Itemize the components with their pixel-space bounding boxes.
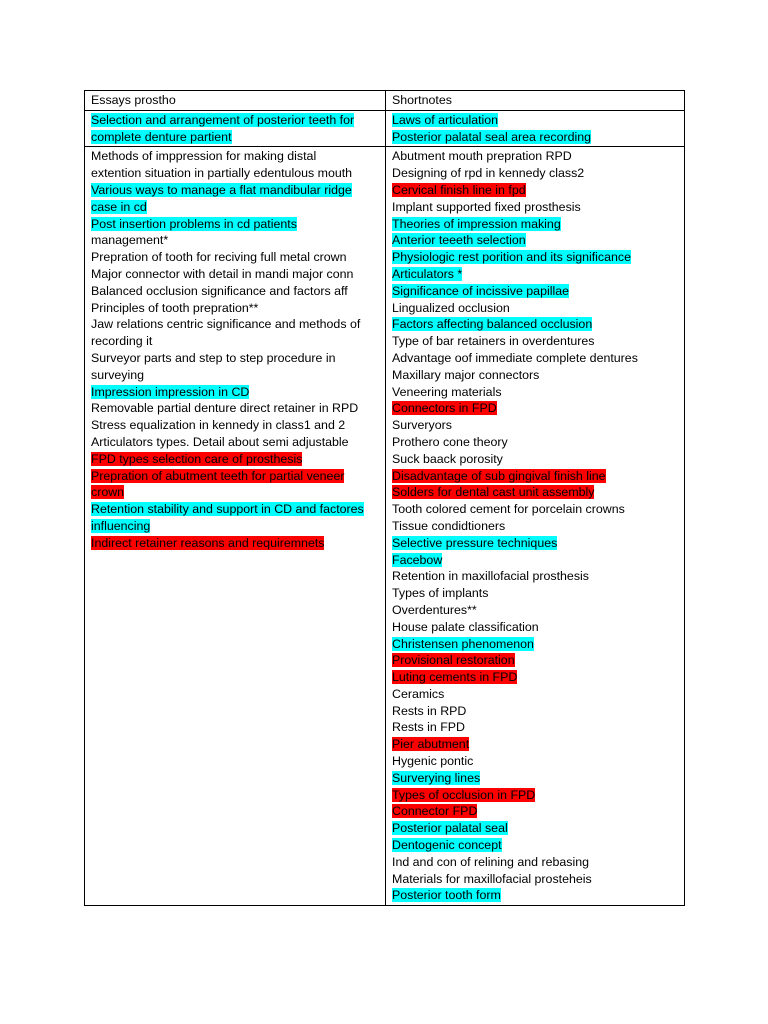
table-row-1: [85, 110, 684, 147]
shortnote-line: [392, 182, 684, 199]
shortnote-line: [392, 652, 684, 669]
essay-line: [91, 300, 385, 317]
line-text: Overdentures**: [392, 602, 477, 617]
shortnote-line: [392, 384, 684, 401]
essay-line: [91, 199, 385, 216]
line-text: Surveyor parts and step to step procedure in: [91, 350, 336, 365]
line-text: Tooth colored cement for porcelain crowns: [392, 502, 625, 517]
line-text: Ceramics: [392, 686, 445, 701]
line-text: Maxillary major connectors: [392, 367, 540, 382]
shortnote-line: [392, 552, 684, 569]
line-text: Retention in maxillofacial prosthesis: [392, 569, 589, 584]
cyan-highlighted-text: Selective pressure techniques: [392, 535, 558, 550]
cyan-highlighted-text: Factors affecting balanced occlusion: [392, 317, 593, 332]
cyan-highlighted-text: Significance of incissive papillae: [392, 283, 570, 298]
table-header-row: [85, 91, 684, 110]
line-text: management*: [91, 233, 169, 248]
line-text: extention situation in partially edentulous mouth: [91, 166, 353, 181]
shortnote-line: [392, 199, 684, 216]
line-text: surveying: [91, 367, 145, 382]
shortnote-line: [392, 400, 684, 417]
header-essays: [85, 91, 386, 110]
shortnote-line: [392, 585, 684, 602]
essay-line: [91, 535, 385, 552]
red-highlighted-text: Indirect retainer reasons and requiremnets: [91, 535, 325, 550]
shortnote-line: [392, 316, 684, 333]
line-text: Designing of rpd in kennedy class2: [392, 166, 585, 181]
shortnote-line: [392, 803, 684, 820]
essay-line: [91, 129, 385, 146]
line-text: Major connector with detail in mandi major conn: [91, 266, 354, 281]
shortnote-line: [392, 468, 684, 485]
line-text: Articulators types. Detail about semi adjustable: [91, 434, 349, 449]
shortnote-line: [392, 165, 684, 182]
red-highlighted-text: Connector FPD: [392, 804, 478, 819]
cyan-highlighted-text: Anterior teeeth selection: [392, 233, 526, 248]
header-shortnotes-label: Shortnotes: [392, 93, 452, 107]
cyan-highlighted-text: Dentogenic concept: [392, 838, 502, 853]
shortnote-line: [392, 887, 684, 904]
line-text: Tissue condidtioners: [392, 518, 506, 533]
line-text: Lingualized occlusion: [392, 300, 510, 315]
essay-line: [91, 350, 385, 367]
shortnote-line: [392, 770, 684, 787]
shortnote-line: [392, 484, 684, 501]
essay-line: [91, 434, 385, 451]
shortnote-line: [392, 736, 684, 753]
red-highlighted-text: Solders for dental cast unit assembly: [392, 485, 595, 500]
shortnote-line: [392, 787, 684, 804]
shortnote-line: [392, 719, 684, 736]
shortnote-line: [392, 367, 684, 384]
shortnote-line: [392, 249, 684, 266]
shortnote-line: [392, 333, 684, 350]
row1-shortnotes-cell: [386, 111, 684, 147]
cyan-highlighted-text: Surverying lines: [392, 770, 481, 785]
line-text: Ind and con of relining and rebasing: [392, 854, 590, 869]
shortnote-line: [392, 417, 684, 434]
shortnote-line: [392, 669, 684, 686]
cyan-highlighted-text: Various ways to manage a flat mandibular ridge: [91, 182, 352, 197]
cyan-highlighted-text: Physiologic rest porition and its significance: [392, 250, 631, 265]
essay-line: [91, 165, 385, 182]
cyan-highlighted-text: Posterior palatal seal: [392, 821, 508, 836]
essay-line: [91, 333, 385, 350]
cyan-highlighted-text: Posterior tooth form: [392, 888, 501, 903]
red-highlighted-text: Connectors in FPD: [392, 401, 497, 416]
essay-line: [91, 249, 385, 266]
row1-essays-cell: [85, 111, 386, 147]
essay-line: [91, 216, 385, 233]
line-text: Principles of tooth prepration**: [91, 300, 259, 315]
shortnote-line: [392, 602, 684, 619]
line-text: Prepration of tooth for reciving full metal crown: [91, 250, 347, 265]
essay-line: [91, 232, 385, 249]
line-text: Rests in RPD: [392, 703, 467, 718]
red-highlighted-text: Cervical finish line in fpd: [392, 182, 526, 197]
line-text: House palate classification: [392, 619, 539, 634]
red-highlighted-text: Disadvantage of sub gingival finish line: [392, 468, 606, 483]
row2-shortnotes-cell: [386, 147, 684, 905]
essay-line: [91, 400, 385, 417]
line-text: Materials for maxillofacial prosteheis: [392, 871, 592, 886]
essay-line: [91, 283, 385, 300]
shortnote-line: [392, 518, 684, 535]
line-text: Types of implants: [392, 586, 489, 601]
line-text: Veneering materials: [392, 384, 502, 399]
red-highlighted-text: Provisional restoration: [392, 653, 515, 668]
shortnote-line: [392, 451, 684, 468]
line-text: Abutment mouth prepration RPD: [392, 149, 572, 164]
line-text: Balanced occlusion significance and factors aff: [91, 283, 348, 298]
cyan-highlighted-text: case in cd: [91, 199, 147, 214]
essay-line: [91, 501, 385, 518]
shortnote-line: [392, 300, 684, 317]
line-text: Hygenic pontic: [392, 754, 474, 769]
essay-line: [91, 518, 385, 535]
cyan-highlighted-text: Facebow: [392, 552, 443, 567]
cyan-highlighted-text: complete denture partient: [91, 129, 232, 144]
essay-line: [91, 266, 385, 283]
header-essays-label: Essays prostho: [91, 93, 176, 107]
line-text: recording it: [91, 334, 153, 349]
cyan-highlighted-text: Impression impression in CD: [91, 384, 250, 399]
essay-line: [91, 417, 385, 434]
line-text: Advantage oof immediate complete dentures: [392, 350, 638, 365]
shortnote-line: [392, 837, 684, 854]
shortnote-line: [392, 232, 684, 249]
red-highlighted-text: FPD types selection care of prosthesis: [91, 451, 303, 466]
shortnote-line: [392, 350, 684, 367]
row2-essays-cell: [85, 147, 386, 905]
red-highlighted-text: Types of occlusion in FPD: [392, 787, 536, 802]
red-highlighted-text: Prepration of abutment teeth for partial veneer: [91, 468, 345, 483]
cyan-highlighted-text: Posterior palatal seal area recording: [392, 129, 592, 144]
shortnote-line: [392, 568, 684, 585]
cyan-highlighted-text: Laws of articulation: [392, 112, 499, 127]
shortnote-line: [392, 148, 684, 165]
essay-line: [91, 148, 385, 165]
line-text: Implant supported fixed prosthesis: [392, 199, 581, 214]
line-text: Jaw relations centric significance and methods of: [91, 317, 361, 332]
line-text: Type of bar retainers in overdentures: [392, 334, 595, 349]
shortnote-line: [392, 871, 684, 888]
line-text: Surveryors: [392, 418, 452, 433]
essay-line: [91, 468, 385, 485]
red-highlighted-text: crown: [91, 485, 125, 500]
shortnote-line: [392, 434, 684, 451]
document-table: [84, 90, 685, 906]
shortnote-line: [392, 753, 684, 770]
line-text: Rests in FPD: [392, 720, 465, 735]
cyan-highlighted-text: Post insertion problems in cd patients: [91, 216, 297, 231]
essay-line: [91, 384, 385, 401]
line-text: Removable partial denture direct retainer in RPD: [91, 401, 359, 416]
cyan-highlighted-text: Retention stability and support in CD and factores: [91, 502, 364, 517]
shortnote-line: [392, 129, 684, 146]
line-text: Suck baack porosity: [392, 451, 503, 466]
line-text: Prothero cone theory: [392, 434, 508, 449]
shortnote-line: [392, 501, 684, 518]
shortnote-line: [392, 619, 684, 636]
shortnote-line: [392, 703, 684, 720]
red-highlighted-text: Pier abutment: [392, 737, 470, 752]
essay-line: [91, 367, 385, 384]
header-shortnotes: [386, 91, 684, 110]
shortnote-line: [392, 112, 684, 129]
essay-line: [91, 484, 385, 501]
cyan-highlighted-text: Christensen phenomenon: [392, 636, 534, 651]
essay-line: [91, 316, 385, 333]
shortnote-line: [392, 216, 684, 233]
shortnote-line: [392, 636, 684, 653]
shortnote-line: [392, 820, 684, 837]
shortnote-line: [392, 266, 684, 283]
cyan-highlighted-text: influencing: [91, 518, 151, 533]
cyan-highlighted-text: Selection and arrangement of posterior teeth for: [91, 112, 355, 127]
essay-line: [91, 451, 385, 468]
cyan-highlighted-text: Theories of impression making: [392, 216, 561, 231]
line-text: Stress equalization in kennedy in class1 and 2: [91, 418, 346, 433]
shortnote-line: [392, 854, 684, 871]
shortnote-line: [392, 686, 684, 703]
essay-line: [91, 182, 385, 199]
table-row-2: [85, 146, 684, 905]
essay-line: [91, 112, 385, 129]
cyan-highlighted-text: Articulators *: [392, 266, 463, 281]
line-text: Methods of imppression for making distal: [91, 149, 317, 164]
red-highlighted-text: Luting cements in FPD: [392, 670, 518, 685]
shortnote-line: [392, 283, 684, 300]
shortnote-line: [392, 535, 684, 552]
